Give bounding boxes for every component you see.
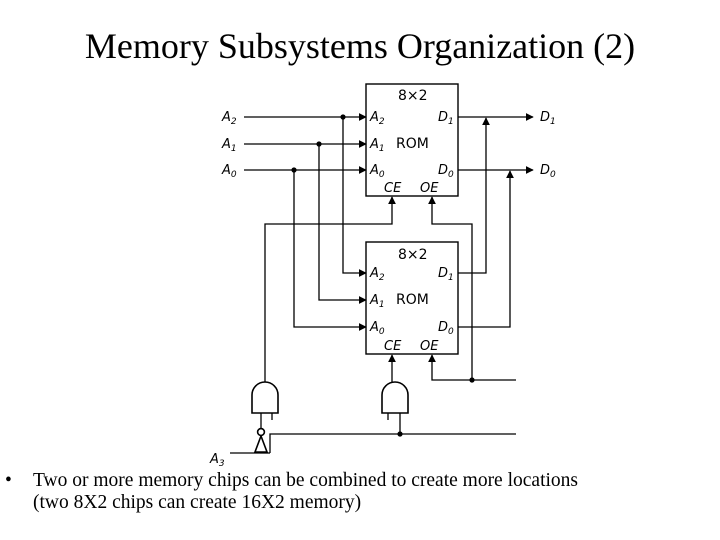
chip-bottom-ce: CE [384,339,402,354]
input-label-a3: $A_3$ [210,452,225,469]
output-label-d1: $D_1$ [540,110,556,127]
chip-bottom-size: 8×2 [398,247,428,263]
chip-bottom-d0: $D_0$ [438,320,454,337]
oe-to-bottom [432,355,472,380]
chip-top-d1: $D_1$ [438,110,454,127]
slide-title: Memory Subsystems Organization (2) [84,26,636,66]
chip-top-a2: $A_2$ [370,110,385,127]
input-label-a0: $A_0$ [222,163,237,180]
a3-right-branch [270,434,400,453]
chip-top-a0: $A_0$ [370,163,385,180]
input-label-a1: $A_1$ [222,137,237,154]
chip-top-type: ROM [396,136,429,152]
chip-bottom-oe: OE [420,339,439,354]
a0-tap [294,170,366,327]
bottom-d0-to-d0 [458,171,510,327]
chip-top-size: 8×2 [398,88,428,104]
bullet-list [5,470,717,514]
chip-top-a1: $A_1$ [370,137,385,154]
bullet-line-2: (two 8X2 chips can create 16X2 memory) [33,492,362,513]
inverter-gate [255,436,267,452]
input-label-a2: $A_2$ [222,110,237,127]
bullet-line-1: Two or more memory chips can be combined to create more locations [33,470,578,491]
chip-bottom-d1: $D_1$ [438,266,454,283]
a2-tap [343,117,366,273]
chip-top-d0: $D_0$ [438,163,454,180]
output-label-d0: $D_0$ [540,163,556,180]
inverter-bubble [258,429,265,436]
and-gate-left [252,382,278,413]
chip-bottom-a1: $A_1$ [370,293,385,310]
chip-bottom-a2: $A_2$ [370,266,385,283]
bullet-mark: • [5,470,12,491]
and-gate-right [382,382,408,413]
chip-bottom-type: ROM [396,292,429,308]
chip-top-oe: OE [420,181,439,196]
chip-top-ce: CE [384,181,402,196]
chip-bottom-a0: $A_0$ [370,320,385,337]
